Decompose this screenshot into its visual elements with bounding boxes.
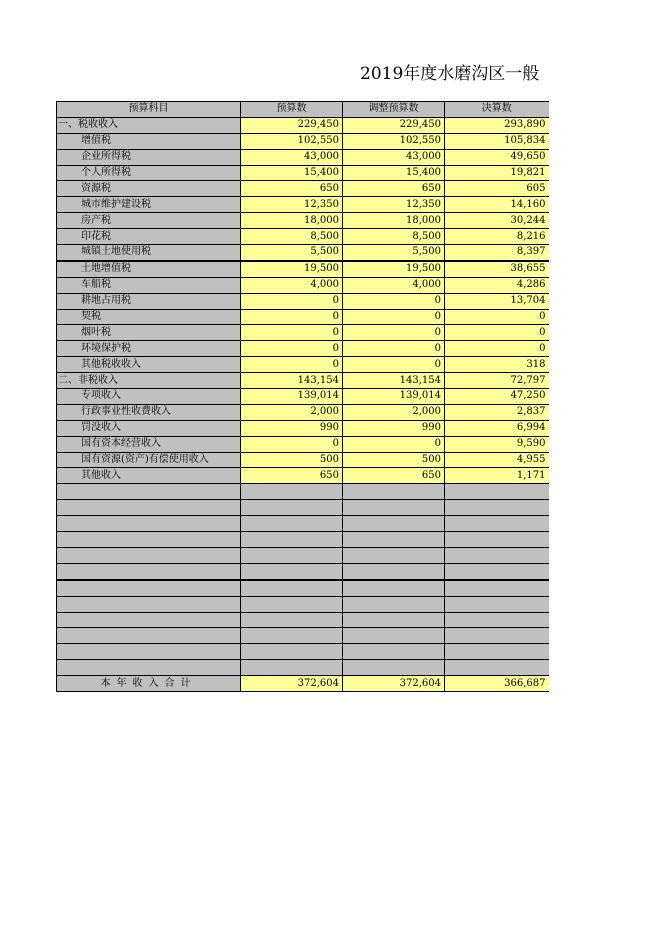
empty-cell [57, 596, 241, 612]
table-row [57, 277, 549, 293]
empty-cell [241, 484, 343, 500]
adjusted-budget-cell: 229,450 [343, 117, 445, 133]
row-label: 资源税 [57, 181, 241, 197]
empty-cell [445, 612, 549, 628]
row-label: 企业所得税 [57, 149, 241, 165]
empty-cell [343, 484, 445, 500]
row-label: 其他税收收入 [57, 357, 241, 373]
row-label: 个人所得税 [57, 165, 241, 181]
empty-cell [57, 547, 241, 563]
table-row [57, 325, 549, 341]
table-row [57, 341, 549, 357]
adjusted-budget-cell: 990 [343, 420, 445, 436]
empty-cell [57, 516, 241, 532]
empty-cell [445, 547, 549, 563]
adjusted-budget-cell: 43,000 [343, 149, 445, 165]
row-label: 车船税 [57, 277, 241, 293]
empty-cell [57, 484, 241, 500]
empty-row [57, 644, 549, 660]
empty-cell [57, 580, 241, 596]
empty-cell [445, 563, 549, 579]
header-adjusted-budget: 调整预算数 [343, 102, 445, 118]
adjusted-budget-cell: 102,550 [343, 133, 445, 149]
empty-row [57, 547, 549, 563]
budget-cell: 4,000 [241, 277, 343, 293]
final-account-cell: 13,704 [445, 293, 549, 309]
adjusted-budget-cell: 650 [343, 181, 445, 197]
table-row [57, 309, 549, 325]
adjusted-budget-cell: 15,400 [343, 165, 445, 181]
empty-cell [57, 532, 241, 548]
budget-cell: 0 [241, 436, 343, 452]
table-row [57, 181, 549, 197]
table-header-row [57, 102, 549, 118]
row-label: 契税 [57, 309, 241, 325]
empty-cell [241, 500, 343, 516]
empty-row [57, 580, 549, 596]
final-account-cell: 105,834 [445, 133, 549, 149]
table-row [57, 468, 549, 484]
final-account-cell: 293,890 [445, 117, 549, 133]
adjusted-budget-cell: 500 [343, 452, 445, 468]
final-account-cell: 30,244 [445, 213, 549, 229]
budget-table [56, 101, 549, 692]
empty-cell [343, 644, 445, 660]
empty-cell [57, 660, 241, 676]
budget-cell: 0 [241, 341, 343, 357]
report-title-area [56, 62, 548, 88]
budget-cell: 0 [241, 357, 343, 373]
empty-cell [241, 516, 343, 532]
empty-row [57, 532, 549, 548]
adjusted-budget-cell: 0 [343, 325, 445, 341]
row-label: 国有资源(资产)有偿使用收入 [57, 452, 241, 468]
table-row [57, 389, 549, 405]
empty-cell [57, 563, 241, 579]
budget-cell: 500 [241, 452, 343, 468]
adjusted-budget-cell: 19,500 [343, 261, 445, 277]
final-account-cell: 4,955 [445, 452, 549, 468]
row-label: 烟叶税 [57, 325, 241, 341]
table-row [57, 165, 549, 181]
empty-cell [445, 644, 549, 660]
final-account-cell: 19,821 [445, 165, 549, 181]
row-label: 房产税 [57, 213, 241, 229]
empty-cell [343, 612, 445, 628]
row-label: 罚没收入 [57, 420, 241, 436]
final-account-cell: 49,650 [445, 149, 549, 165]
empty-cell [445, 660, 549, 676]
table-row [57, 245, 549, 261]
table-row [57, 213, 549, 229]
empty-cell [445, 628, 549, 644]
final-account-cell: 605 [445, 181, 549, 197]
row-label: 耕地占用税 [57, 293, 241, 309]
adjusted-budget-cell: 12,350 [343, 197, 445, 213]
empty-row [57, 660, 549, 676]
total-budget-cell: 372,604 [241, 676, 343, 692]
row-label: 城市维护建设税 [57, 197, 241, 213]
budget-cell: 0 [241, 293, 343, 309]
empty-cell [343, 580, 445, 596]
adjusted-budget-cell: 0 [343, 293, 445, 309]
adjusted-budget-cell: 139,014 [343, 389, 445, 405]
adjusted-budget-cell: 143,154 [343, 373, 445, 389]
empty-row [57, 484, 549, 500]
table-row [57, 436, 549, 452]
row-label: 印花税 [57, 229, 241, 245]
final-account-cell: 2,837 [445, 404, 549, 420]
table-row [57, 373, 549, 389]
empty-cell [343, 628, 445, 644]
final-account-cell: 0 [445, 325, 549, 341]
total-label: 本年收入合计 [57, 676, 241, 692]
budget-cell: 0 [241, 309, 343, 325]
table-row [57, 452, 549, 468]
empty-cell [241, 596, 343, 612]
table-row [57, 133, 549, 149]
final-account-cell: 8,397 [445, 245, 549, 261]
empty-cell [57, 612, 241, 628]
final-account-cell: 47,250 [445, 389, 549, 405]
total-row [57, 676, 549, 692]
empty-cell [241, 563, 343, 579]
empty-cell [343, 563, 445, 579]
adjusted-budget-cell: 5,500 [343, 245, 445, 261]
budget-table-body [57, 102, 549, 692]
empty-cell [241, 660, 343, 676]
empty-row [57, 612, 549, 628]
table-row [57, 149, 549, 165]
row-label: 专项收入 [57, 389, 241, 405]
adjusted-budget-cell: 2,000 [343, 404, 445, 420]
adjusted-budget-cell: 0 [343, 357, 445, 373]
adjusted-budget-cell: 8,500 [343, 229, 445, 245]
row-label: 土地增值税 [57, 261, 241, 277]
header-budget: 预算数 [241, 102, 343, 118]
table-row [57, 404, 549, 420]
final-account-cell: 318 [445, 357, 549, 373]
row-label: 城镇土地使用税 [57, 245, 241, 261]
budget-cell: 229,450 [241, 117, 343, 133]
empty-cell [343, 596, 445, 612]
row-label: 二、非税收入 [57, 373, 241, 389]
adjusted-budget-cell: 0 [343, 309, 445, 325]
budget-cell: 650 [241, 468, 343, 484]
empty-cell [445, 500, 549, 516]
adjusted-budget-cell: 0 [343, 341, 445, 357]
table-row [57, 357, 549, 373]
adjusted-budget-cell: 0 [343, 436, 445, 452]
final-account-cell: 1,171 [445, 468, 549, 484]
empty-cell [57, 500, 241, 516]
budget-cell: 43,000 [241, 149, 343, 165]
header-final-account: 决算数 [445, 102, 549, 118]
final-account-cell: 38,655 [445, 261, 549, 277]
row-label: 增值税 [57, 133, 241, 149]
final-account-cell: 0 [445, 341, 549, 357]
table-row [57, 420, 549, 436]
final-account-cell: 4,286 [445, 277, 549, 293]
total-final-account-cell: 366,687 [445, 676, 549, 692]
empty-cell [343, 500, 445, 516]
budget-cell: 102,550 [241, 133, 343, 149]
empty-cell [445, 596, 549, 612]
row-label: 一、税收收入 [57, 117, 241, 133]
budget-cell: 5,500 [241, 245, 343, 261]
adjusted-budget-cell: 4,000 [343, 277, 445, 293]
empty-cell [241, 628, 343, 644]
adjusted-budget-cell: 18,000 [343, 213, 445, 229]
table-row [57, 117, 549, 133]
empty-cell [445, 580, 549, 596]
empty-row [57, 563, 549, 579]
table-row [57, 197, 549, 213]
final-account-cell: 14,160 [445, 197, 549, 213]
budget-cell: 0 [241, 325, 343, 341]
budget-cell: 19,500 [241, 261, 343, 277]
empty-cell [343, 532, 445, 548]
empty-cell [241, 532, 343, 548]
final-account-cell: 0 [445, 309, 549, 325]
budget-cell: 990 [241, 420, 343, 436]
total-adjusted-budget-cell: 372,604 [343, 676, 445, 692]
empty-cell [241, 644, 343, 660]
row-label: 行政事业性收费收入 [57, 404, 241, 420]
empty-cell [57, 628, 241, 644]
final-account-cell: 8,216 [445, 229, 549, 245]
empty-cell [343, 547, 445, 563]
header-subject: 预算科目 [57, 102, 241, 118]
budget-cell: 143,154 [241, 373, 343, 389]
budget-cell: 18,000 [241, 213, 343, 229]
table-row [57, 229, 549, 245]
empty-row [57, 628, 549, 644]
budget-cell: 8,500 [241, 229, 343, 245]
row-label: 环境保护税 [57, 341, 241, 357]
empty-row [57, 596, 549, 612]
adjusted-budget-cell: 650 [343, 468, 445, 484]
empty-row [57, 516, 549, 532]
empty-cell [241, 580, 343, 596]
empty-cell [445, 516, 549, 532]
budget-cell: 15,400 [241, 165, 343, 181]
final-account-cell: 6,994 [445, 420, 549, 436]
table-row [57, 261, 549, 277]
budget-cell: 139,014 [241, 389, 343, 405]
budget-cell: 12,350 [241, 197, 343, 213]
final-account-cell: 9,590 [445, 436, 549, 452]
report-title: 2019年度水磨沟区一般 [360, 64, 540, 84]
empty-cell [445, 484, 549, 500]
empty-cell [57, 644, 241, 660]
table-row [57, 293, 549, 309]
empty-cell [241, 612, 343, 628]
empty-cell [445, 532, 549, 548]
budget-cell: 2,000 [241, 404, 343, 420]
empty-row [57, 500, 549, 516]
empty-cell [241, 547, 343, 563]
row-label: 国有资本经营收入 [57, 436, 241, 452]
final-account-cell: 72,797 [445, 373, 549, 389]
empty-cell [343, 516, 445, 532]
row-label: 其他收入 [57, 468, 241, 484]
empty-cell [343, 660, 445, 676]
budget-cell: 650 [241, 181, 343, 197]
